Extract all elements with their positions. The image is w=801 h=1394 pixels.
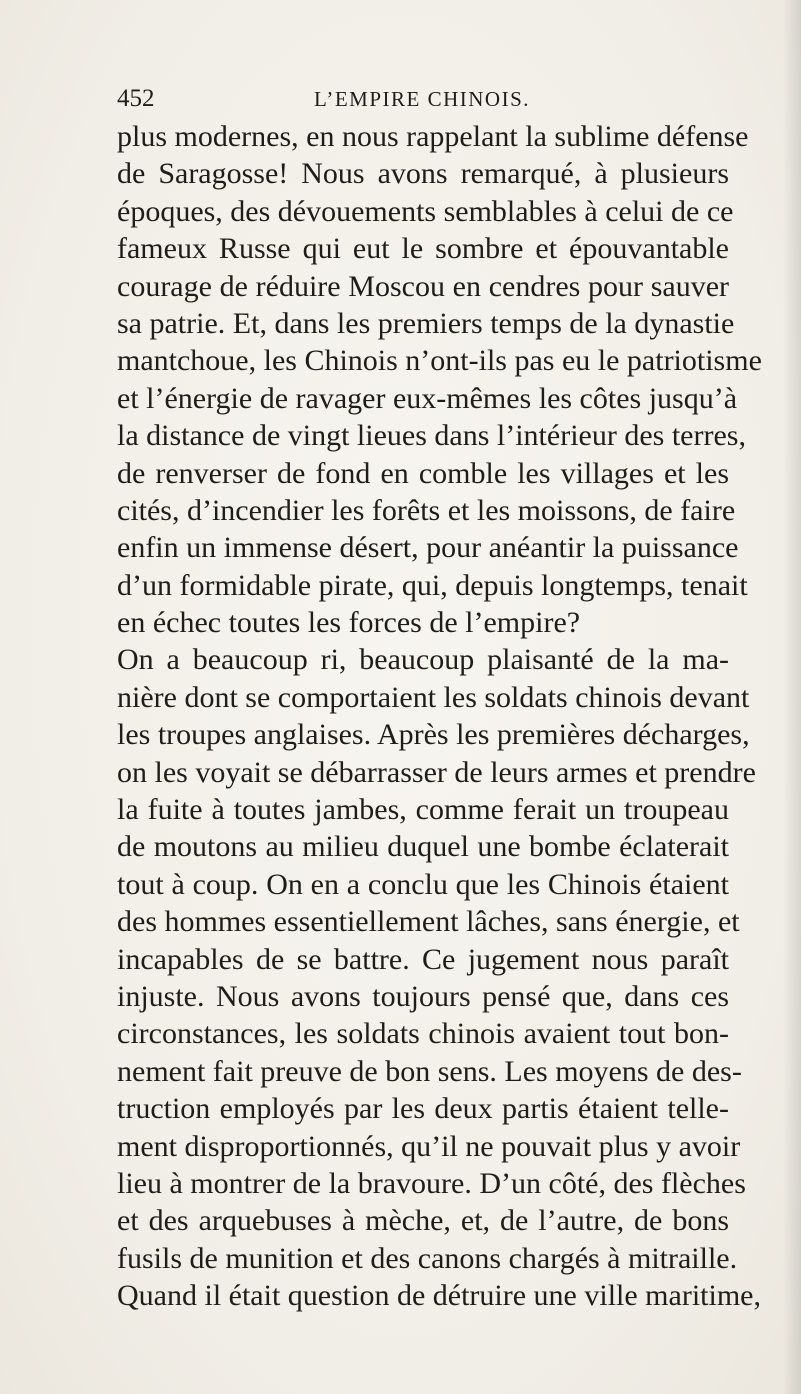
text-line: et l’énergie de ravager eux-mêmes les côtes jusqu’à	[117, 381, 738, 415]
text-line: lieu à montrer de la bravoure. D’un côté, des flèches	[117, 1166, 746, 1200]
text-line: plus modernes, en nous rappelant la sublime défense	[117, 120, 749, 153]
text-line: époques, des dévouements semblables à celui de ce	[117, 194, 734, 228]
text-line: on les voyait se débarrasser de leurs armes et prendre	[117, 755, 756, 789]
text-line: Quand il était question de détruire une ville maritime,	[117, 1279, 761, 1313]
page-header	[117, 82, 727, 116]
text-line: les troupes anglaises. Après les premières décharges,	[117, 718, 750, 752]
text-line: truction employés par les deux partis étaient telle-	[117, 1092, 729, 1126]
text-line: nement fait preuve de bon sens. Les moyens de des-	[117, 1054, 742, 1088]
text-line: fameux Russe qui eut le sombre et épouvantable	[117, 232, 729, 266]
text-line: injuste. Nous avons toujours pensé que, dans ces	[117, 979, 729, 1013]
text-line: en échec toutes les forces de l’empire?	[117, 606, 581, 640]
text-line: la distance de vingt lieues dans l’intérieur des terres,	[117, 419, 746, 453]
text-line: tout à coup. On en a conclu que les Chinois étaient	[117, 867, 729, 901]
text-line: On a beaucoup ri, beaucoup plaisanté de la ma-	[117, 643, 729, 677]
text-line: courage de réduire Moscou en cendres pour sauver	[117, 269, 729, 303]
page-edge-shadow	[783, 0, 801, 1394]
text-line: des hommes essentiellement lâches, sans énergie, et	[117, 905, 740, 939]
text-line: ment disproportionnés, qu’il ne pouvait plus y avoir	[117, 1129, 741, 1163]
body-text	[117, 118, 762, 1315]
text-line: circonstances, les soldats chinois avaient tout bon-	[117, 1017, 729, 1051]
running-head: L’EMPIRE CHINOIS.	[313, 87, 531, 111]
text-line: fusils de munition et des canons chargés à mitraille.	[117, 1241, 738, 1275]
text-line: enfin un immense désert, pour anéantir la puissance	[117, 531, 739, 565]
text-line: nière dont se comportaient les soldats chinois devant	[117, 680, 750, 714]
text-line: sa patrie. Et, dans les premiers temps de la dynastie	[117, 306, 735, 340]
text-line: la fuite à toutes jambes, comme ferait un troupeau	[117, 793, 729, 827]
text-line: de moutons au milieu duquel une bombe éclaterait	[117, 830, 729, 864]
text-line: et des arquebuses à mèche, et, de l’autre, de bons	[117, 1204, 729, 1238]
text-line: incapables de se battre. Ce jugement nous paraît	[117, 942, 729, 976]
text-line: de renverser de fond en comble les villages et les	[117, 456, 729, 490]
page-number: 452	[117, 85, 155, 112]
text-line: mantchoue, les Chinois n’ont-ils pas eu le patriotisme	[117, 344, 762, 378]
text-line: d’un formidable pirate, qui, depuis longtemps, tenait	[117, 568, 748, 602]
text-line: de Saragosse! Nous avons remarqué, à plusieurs	[117, 157, 729, 191]
text-line: cités, d’incendier les forêts et les moissons, de faire	[117, 493, 736, 527]
